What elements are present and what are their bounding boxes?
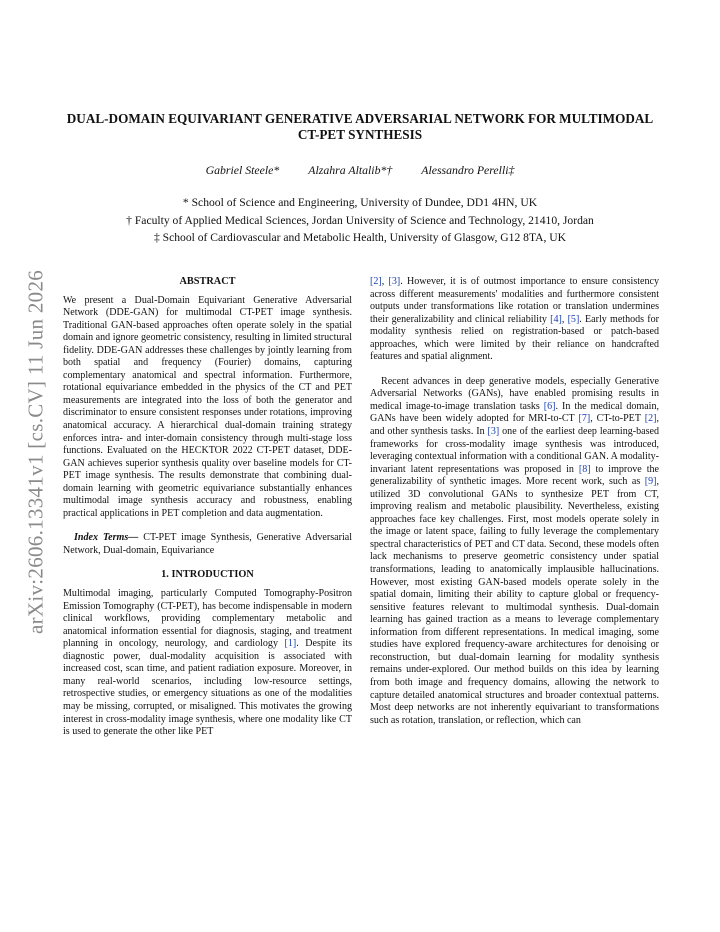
intro-text: ,: [381, 276, 389, 287]
citation-link[interactable]: [2]: [644, 413, 657, 425]
introduction-heading: 1. INTRODUCTION: [161, 569, 254, 581]
author-1: Gabriel Steele*: [205, 163, 280, 177]
intro-text: . In the medical domain, GANs have been widely adopted for MRI-to-CT: [370, 400, 659, 425]
intro-text: Recent advances in deep generative models, especially Generative Adversarial Networks (GANs), have enabled promising results in medical image-to-image translation tasks: [370, 375, 659, 412]
author-list: [60, 163, 660, 178]
citation-link[interactable]: [5]: [567, 313, 580, 325]
affiliation-list: [60, 194, 660, 247]
citation-link[interactable]: [2]: [370, 276, 382, 287]
citation-link[interactable]: [7]: [578, 413, 591, 425]
arxiv-stamp: [22, 262, 50, 642]
intro-text: one of the earliest deep learning-based frameworks for cross-modality image synthesis was introduced, leveraging contextual information with a conditional GAN. A modality-invariant latent representations was proposed in: [370, 426, 659, 475]
index-terms: [63, 532, 352, 557]
intro-text: , utilized 3D convolutional GANs to synthesize PET from CT, improving realism and metabolic plausibility. Nevertheless, existing approaches face key challenges. First, most models operate solely in the image or latent space, failing to fully leverage the complementary spectral characteristics of PET and CT data. Second, these models often lack mechanisms to preserve geometric consistency under spatial transformations, leading to anatomically implausible hallucinations. However, most existing GAN-based models operate solely in the spatial domain, limiting their ability to capture global or frequency-sensitive features relevant to multimodal synthesis. Dual-domain learning has gained traction as a means to leverage complementary information from different representations. In medical imaging, some studies have explored frequency-aware architectures for denoising or reconstruction, but dual-domain learning for modality synthesis remains under-explored. Our method builds on this idea by learning from both image and frequency domains, allowing the network to capture detailed anatomical structures and broader contextual patterns. Most deep networks are not inherently equivariant to transformations such as rotation, translation, or reflection, which can: [370, 476, 659, 726]
citation-link[interactable]: [8]: [578, 463, 591, 475]
citation-link[interactable]: [4]: [550, 313, 562, 325]
intro-text: . Despite its diagnostic power, dual-modality acquisition is associated with increased cost, scan time, and patient radiation exposure. Moreover, in many real-world scenarios, including low-resource settings, retrospective studies, or emergency situations as one of the modalities may be missing, corrupted, or misaligned. This motivates the growing interest in cross-modality image synthesis, where one modality like CT is used to generate the other like PET: [63, 638, 352, 738]
intro-text: , and other synthesis tasks. In: [370, 413, 659, 438]
intro-text: to improve the generalizability of synthetic images. More recent work, such as: [370, 463, 659, 488]
abstract-text: We present a Dual-Domain Equivariant Generative Adversarial Network (DDE-GAN) for multimodal CT-PET image synthesis. Traditional GAN-based approaches often operate solely in the spatial domain and ignore geometric consistency, resulting in limited structural fidelity. DDE-GAN addresses these challenges by jointly learning from both spatial and frequency (Fourier) domains, capturing complementary anatomical and spectral information. Furthermore, rotational equivariance embedded in the physics of the CT and PET measurements are integrated into the loss of both the generator and discriminator to ensure consistent responses under rotations, improving anatomical accuracy. A hierarchical dual-domain training strategy enforces intra- and inter-domain consistency through multi-stage loss functions. Evaluated on the HECKTOR 2022 CT-PET dataset, DDE-GAN achieves superior synthesis quality over baseline models for CT-PET image synthesis. The results demonstrate that combining dual-domain learning with geometric equivariance substantially enhances multimodal image synthesis accuracy and robustness, enabling practical applications in PET completion and data augmentation.: [63, 294, 352, 519]
intro-paragraph-1-continued: [370, 276, 659, 364]
right-column: [370, 276, 659, 727]
author-2: Alzahra Altalib*†: [308, 163, 393, 177]
affiliation-2: † Faculty of Applied Medical Sciences, Jordan University of Science and Technology, 21410, Jordan: [126, 213, 594, 227]
citation-link[interactable]: [1]: [284, 638, 297, 650]
citation-link[interactable]: [3]: [487, 426, 500, 438]
abstract-heading: ABSTRACT: [179, 276, 236, 287]
author-3: Alessandro Perelli‡: [421, 163, 515, 177]
intro-text: . Early methods for modality synthesis relied on registration-based or patch-based approaches, which were limited by their reliance on handcrafted features and spatial alignment.: [370, 313, 659, 363]
index-terms-label: Index Terms—: [74, 532, 139, 544]
arxiv-stamp-text: arXiv:2606.13341v1 [cs.CV] 11 Jun 2026: [23, 269, 48, 635]
intro-paragraph-1: [63, 588, 352, 739]
intro-text: ,: [561, 313, 568, 325]
intro-text: , CT-to-PET: [590, 413, 645, 425]
affiliation-1: * School of Science and Engineering, University of Dundee, DD1 4HN, UK: [182, 196, 538, 209]
citation-link[interactable]: [6]: [543, 400, 556, 412]
index-terms-text: CT-PET image Synthesis, Generative Adversarial Network, Dual-domain, Equivariance: [63, 532, 352, 556]
left-column: [63, 276, 352, 739]
paper-title: DUAL-DOMAIN EQUIVARIANT GENERATIVE ADVERSARIAL NETWORK FOR MULTIMODAL CT-PET SYNTHESIS: [66, 111, 654, 142]
intro-text: Multimodal imaging, particularly Computed Tomography-Positron Emission Tomography (CT-PET), has become indispensable in modern clinical workflows, providing complementary metabolic and anatomical information essential for diagnosis, staging, and treatment planning in oncology, neurology, and cardiology: [63, 588, 352, 650]
intro-paragraph-2: [370, 376, 659, 727]
intro-text: . However, it is of outmost importance to ensure consistency across different measurements' modalities and furthermore consistent outputs under transformations like rotation or translation undermines their generalizability and clinical reliability: [370, 276, 659, 325]
citation-link[interactable]: [9]: [644, 476, 657, 488]
affiliation-3: ‡ School of Cardiovascular and Metabolic Health, University of Glasgow, G12 8TA, UK: [153, 231, 567, 244]
citation-link[interactable]: [3]: [388, 276, 401, 287]
